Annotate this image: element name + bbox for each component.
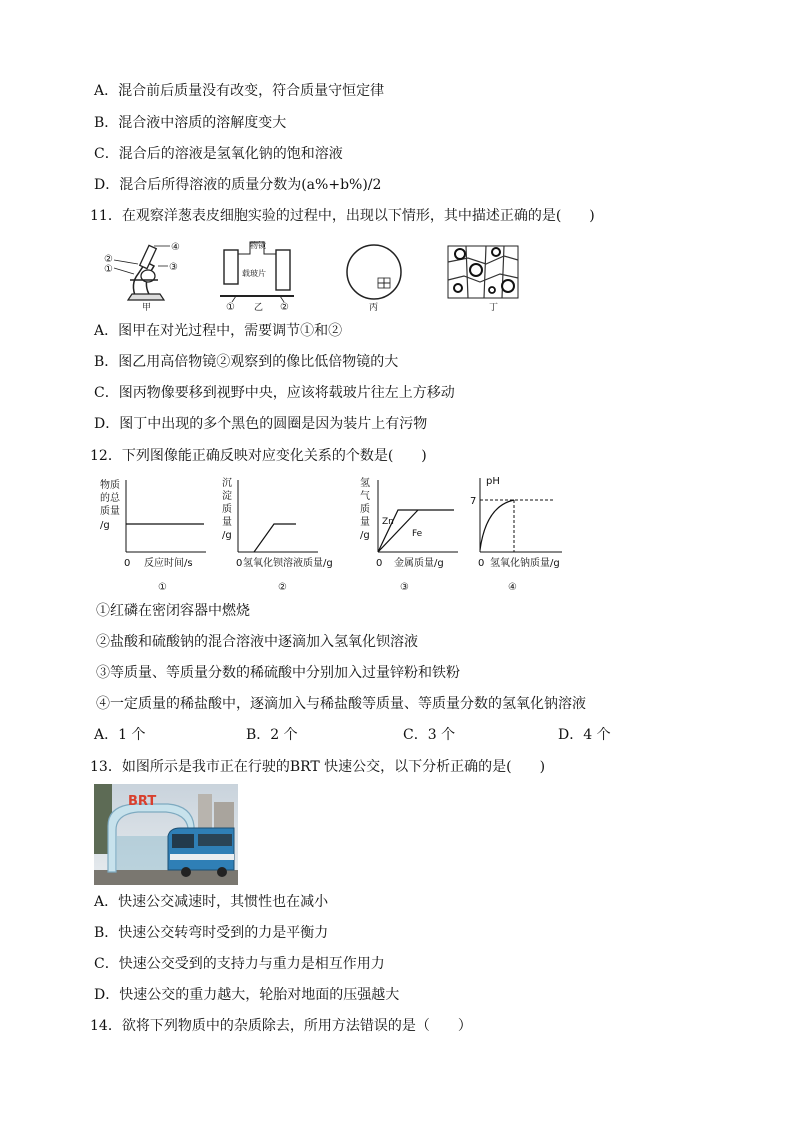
q12-stem: 12．下列图像能正确反映对应变化关系的个数是( ) [90,448,427,464]
g3-ylabel-2: 质 [360,504,370,515]
g1-ylabel-2: 质量 [100,506,120,517]
field-of-view-figure [347,245,401,313]
g2-ylabel-0: 沉 [222,478,232,489]
q12-choice-d: D．4 个 [558,727,611,743]
graph-4 [470,476,562,593]
g3-fe-label: Fe [412,529,423,539]
g4-ylabel: pH [486,476,500,487]
q12-choice-b: B．2 个 [246,727,298,743]
q14-stem: 14．欲将下列物质中的杂质除去，所用方法错误的是（ ） [90,1018,472,1034]
g3-origin: 0 [376,558,383,569]
g2-origin: 0 [236,558,243,569]
g3-ylabel-0: 氢 [360,478,370,489]
q12-graphs [96,474,586,596]
brt-sign: BRT [128,794,157,809]
microscope-figure [104,242,180,313]
objective-lens-figure [220,240,294,313]
graph-2 [222,477,333,593]
q10-option-a: A．混合前后质量没有改变，符合质量守恒定律 [94,83,385,99]
q12-choice-c: C．3 个 [403,727,456,743]
brt-bus-photo [94,784,238,885]
label-bing: 丙 [369,303,379,313]
q11-option-b: B．图乙用高倍物镜②观察到的像比低倍物镜的大 [94,354,399,370]
g1-origin: 0 [124,558,131,569]
q11-stem: 11．在观察洋葱表皮细胞实验的过程中，出现以下情形，其中描述正确的是( ) [90,208,595,224]
label-objective: 物镜 [250,241,266,250]
label-yi-2: ② [280,302,289,313]
label-1: ① [104,264,113,275]
g4-origin: 0 [478,558,485,569]
label-2: ② [104,254,113,265]
q10-option-d: D．混合后所得溶液的质量分数为(a%+b%)/2 [94,177,382,193]
q11-figures [104,240,528,313]
graph-1 [100,478,206,593]
g1-ylabel-1: 的总 [100,493,120,504]
q12-statement-2: ②盐酸和硫酸钠的混合溶液中逐滴加入氢氧化钡溶液 [96,634,418,650]
q12-choice-a: A．1 个 [94,727,146,743]
g2-xlabel: 氢氧化钡溶液质量/g [243,558,333,569]
g2-ylabel-4: /g [222,530,232,541]
q12-statement-1: ①红磷在密闭容器中燃烧 [96,603,250,619]
g3-ylabel-3: 量 [360,517,370,528]
label-4: ④ [171,242,180,253]
g4-number: ④ [508,582,517,593]
label-jia: 甲 [142,303,152,313]
q10-option-b: B．混合液中溶质的溶解度变大 [94,115,287,131]
label-ding: 丁 [489,303,499,313]
g2-number: ② [278,582,287,593]
label-yi-1: ① [226,302,235,313]
g2-ylabel-3: 量 [222,517,232,528]
g1-ylabel-0: 物质 [100,480,120,491]
q12-statement-4: ④一定质量的稀盐酸中，逐滴加入与稀盐酸等质量、等质量分数的氢氧化钠溶液 [96,696,586,712]
label-slide: 载玻片 [242,269,266,278]
g1-xlabel: 反应时间/s [144,558,193,569]
q13-option-b: B．快速公交转弯时受到的力是平衡力 [94,925,329,941]
q11-option-a: A．图甲在对光过程中，需要调节①和② [94,323,343,339]
g3-ylabel-4: /g [360,530,370,541]
q12-statement-3: ③等质量、等质量分数的稀硫酸中分别加入过量锌粉和铁粉 [96,665,460,681]
label-3: ③ [169,262,178,273]
cell-bubbles-figure [448,246,518,313]
graph-3 [360,476,458,593]
g2-ylabel-1: 淀 [222,491,232,502]
g1-number: ① [158,582,167,593]
g3-number: ③ [400,582,409,593]
q11-option-d: D．图丁中出现的多个黑色的圆圈是因为装片上有污物 [94,416,428,432]
g3-ylabel-1: 气 [360,491,370,502]
g2-ylabel-2: 质 [222,504,232,515]
q13-option-c: C．快速公交受到的支持力与重力是相互作用力 [94,956,385,972]
g3-zn-label: Zn [382,517,394,527]
q13-option-d: D．快速公交的重力越大，轮胎对地面的压强越大 [94,987,400,1003]
q11-option-c: C．图丙物像要移到视野中央，应该将载玻片往左上方移动 [94,385,455,401]
q10-option-c: C．混合后的溶液是氢氧化钠的饱和溶液 [94,146,343,162]
g1-ylabel-3: /g [100,520,110,531]
q13-option-a: A．快速公交减速时，其惯性也在减小 [94,894,329,910]
label-yi: 乙 [254,303,264,313]
g3-xlabel: 金属质量/g [394,558,444,569]
g4-seven: 7 [470,496,477,507]
g4-xlabel: 氢氧化钠质量/g [490,558,560,569]
q13-stem: 13．如图所示是我市正在行驶的BRT 快速公交，以下分析正确的是( ) [90,759,546,775]
